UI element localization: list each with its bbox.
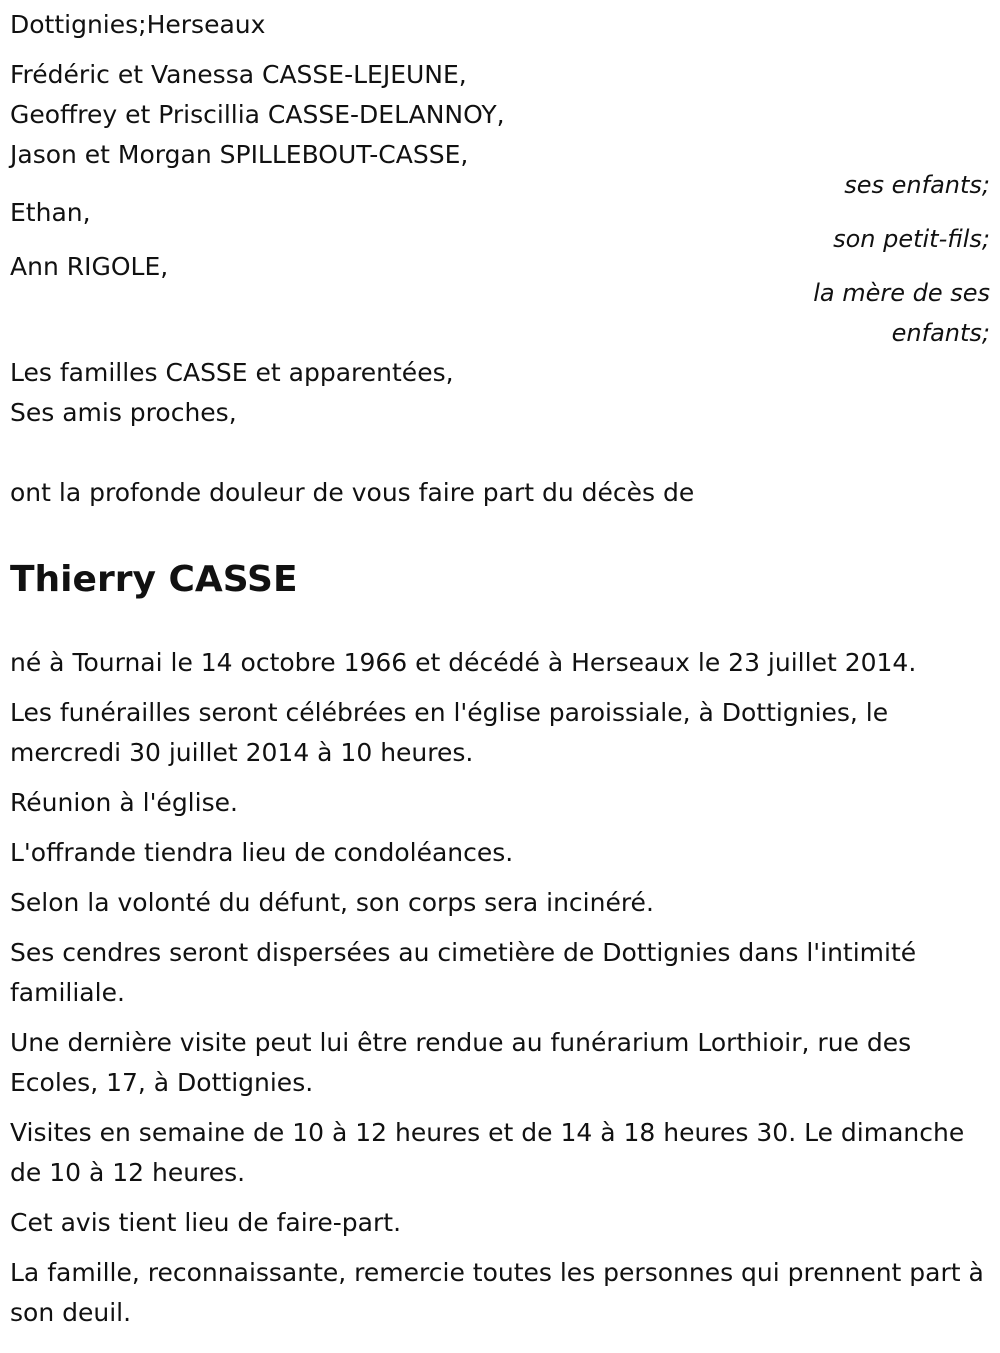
detail-meeting: Réunion à l'église. [10,788,238,817]
child-couple-1: Frédéric et Vanessa CASSE-LEJEUNE, [10,60,467,89]
detail-last-visit: Une dernière visite peut lui être rendue au funérarium Lorthioir, rue des Ecoles, 17, à Dottignies. [10,1028,912,1097]
mother-role-line1: la mère de ses [813,279,990,307]
mother-block [10,247,990,353]
friends-line: Ses amis proches, [10,398,237,427]
detail-offering: L'offrande tiendra lieu de condoléances. [10,838,514,867]
families-line: Les familles CASSE et apparentées, [10,358,454,387]
details-block [10,643,990,1333]
detail-notice: Cet avis tient lieu de faire-part. [10,1208,402,1237]
obituary-notice [10,5,990,1333]
others-block [10,353,990,433]
children-block [10,55,990,205]
child-couple-3: Jason et Morgan SPILLEBOUT-CASSE, [10,140,469,169]
mother-role-line2: enfants; [891,319,990,347]
children-role: ses enfants; [844,171,990,199]
detail-visiting-hours: Visites en semaine de 10 à 12 heures et de 14 à 18 heures 30. Le dimanche de 10 à 12 heures. [10,1118,965,1187]
grandchild-role: son petit-fils; [833,225,990,253]
announcement-text: ont la profonde douleur de vous faire part du décès de [10,478,695,507]
detail-birth-death: né à Tournai le 14 octobre 1966 et décédé à Herseaux le 23 juillet 2014. [10,648,917,677]
mother-name: Ann RIGOLE, [10,252,169,281]
detail-thanks: La famille, reconnaissante, remercie toutes les personnes qui prennent part à son deuil. [10,1258,984,1327]
location-header: Dottignies;Herseaux [10,10,266,39]
grandchild-name: Ethan, [10,198,91,227]
detail-funeral: Les funérailles seront célébrées en l'église paroissiale, à Dottignies, le mercredi 30 juillet 2014 à 10 heures. [10,698,889,767]
detail-cremation: Selon la volonté du défunt, son corps sera incinéré. [10,888,654,917]
deceased-name: Thierry CASSE [10,559,298,600]
child-couple-2: Geoffrey et Priscillia CASSE-DELANNOY, [10,100,505,129]
detail-ashes: Ses cendres seront dispersées au cimetière de Dottignies dans l'intimité familiale. [10,938,917,1007]
